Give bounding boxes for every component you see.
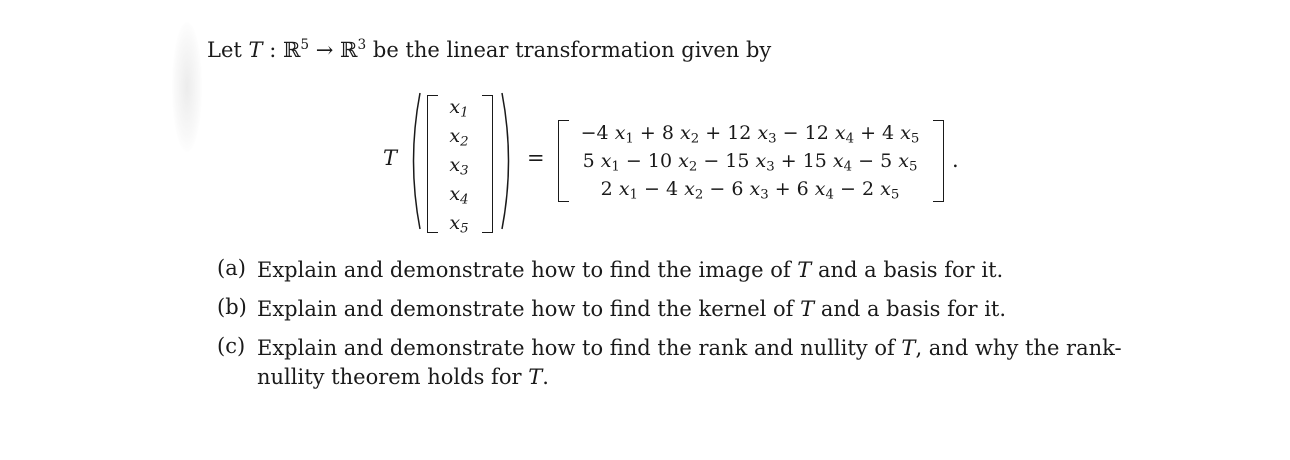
output-row: 2 $x_1 - 4$ $x_2 - 6$ $x_3 + 6$ $x_4 - 2$ $x_5$ (600, 178, 900, 203)
input-entry: $x_1$ (449, 96, 469, 121)
question-part (217, 295, 1147, 324)
page-edge-shadow (172, 22, 202, 152)
output-vector (570, 119, 930, 203)
question-parts (217, 256, 1147, 402)
output-bracket-right (933, 120, 944, 202)
intro-suffix: be the linear transformation given by (372, 38, 772, 62)
input-entry: $x_2$ (449, 125, 469, 150)
input-entry: $x_4$ (449, 183, 469, 208)
part-label: (a) (217, 256, 246, 280)
part-label: (b) (217, 295, 247, 319)
input-entry: $x_3$ (449, 154, 469, 179)
part-text: Explain and demonstrate how to find the kernel of T and a basis for it. (257, 297, 1007, 321)
part-label: (c) (217, 334, 246, 358)
equals-sign: = (527, 146, 545, 170)
input-bracket-right (482, 95, 493, 233)
output-bracket-left (558, 120, 569, 202)
output-row: −4 $x_1 + 8$ $x_2 + 12$ $x_3 - 12$ $x_4 + 4$ $x_5$ (580, 122, 920, 147)
right-parenthesis (500, 92, 516, 230)
question-part (217, 256, 1147, 285)
intro-map: T : ℝ$^5$ → ℝ$^3$ (248, 36, 367, 62)
left-parenthesis (406, 92, 422, 230)
intro-prefix: Let (207, 38, 242, 62)
problem-intro (207, 38, 771, 62)
part-text: Explain and demonstrate how to find the image of T and a basis for it. (257, 258, 1004, 282)
question-part (217, 334, 1147, 392)
output-row: 5 $x_1 - 10$ $x_2 - 15$ $x_3 + 15$ $x_4 - 5$ $x_5$ (582, 150, 918, 175)
map-symbol: T (383, 146, 398, 170)
part-text: Explain and demonstrate how to find the rank and nullity of T, and why the rank-nullity theorem holds for T. (257, 336, 1122, 389)
input-entry: $x_5$ (449, 212, 469, 237)
input-vector (437, 93, 481, 238)
equation-period: . (952, 148, 959, 172)
